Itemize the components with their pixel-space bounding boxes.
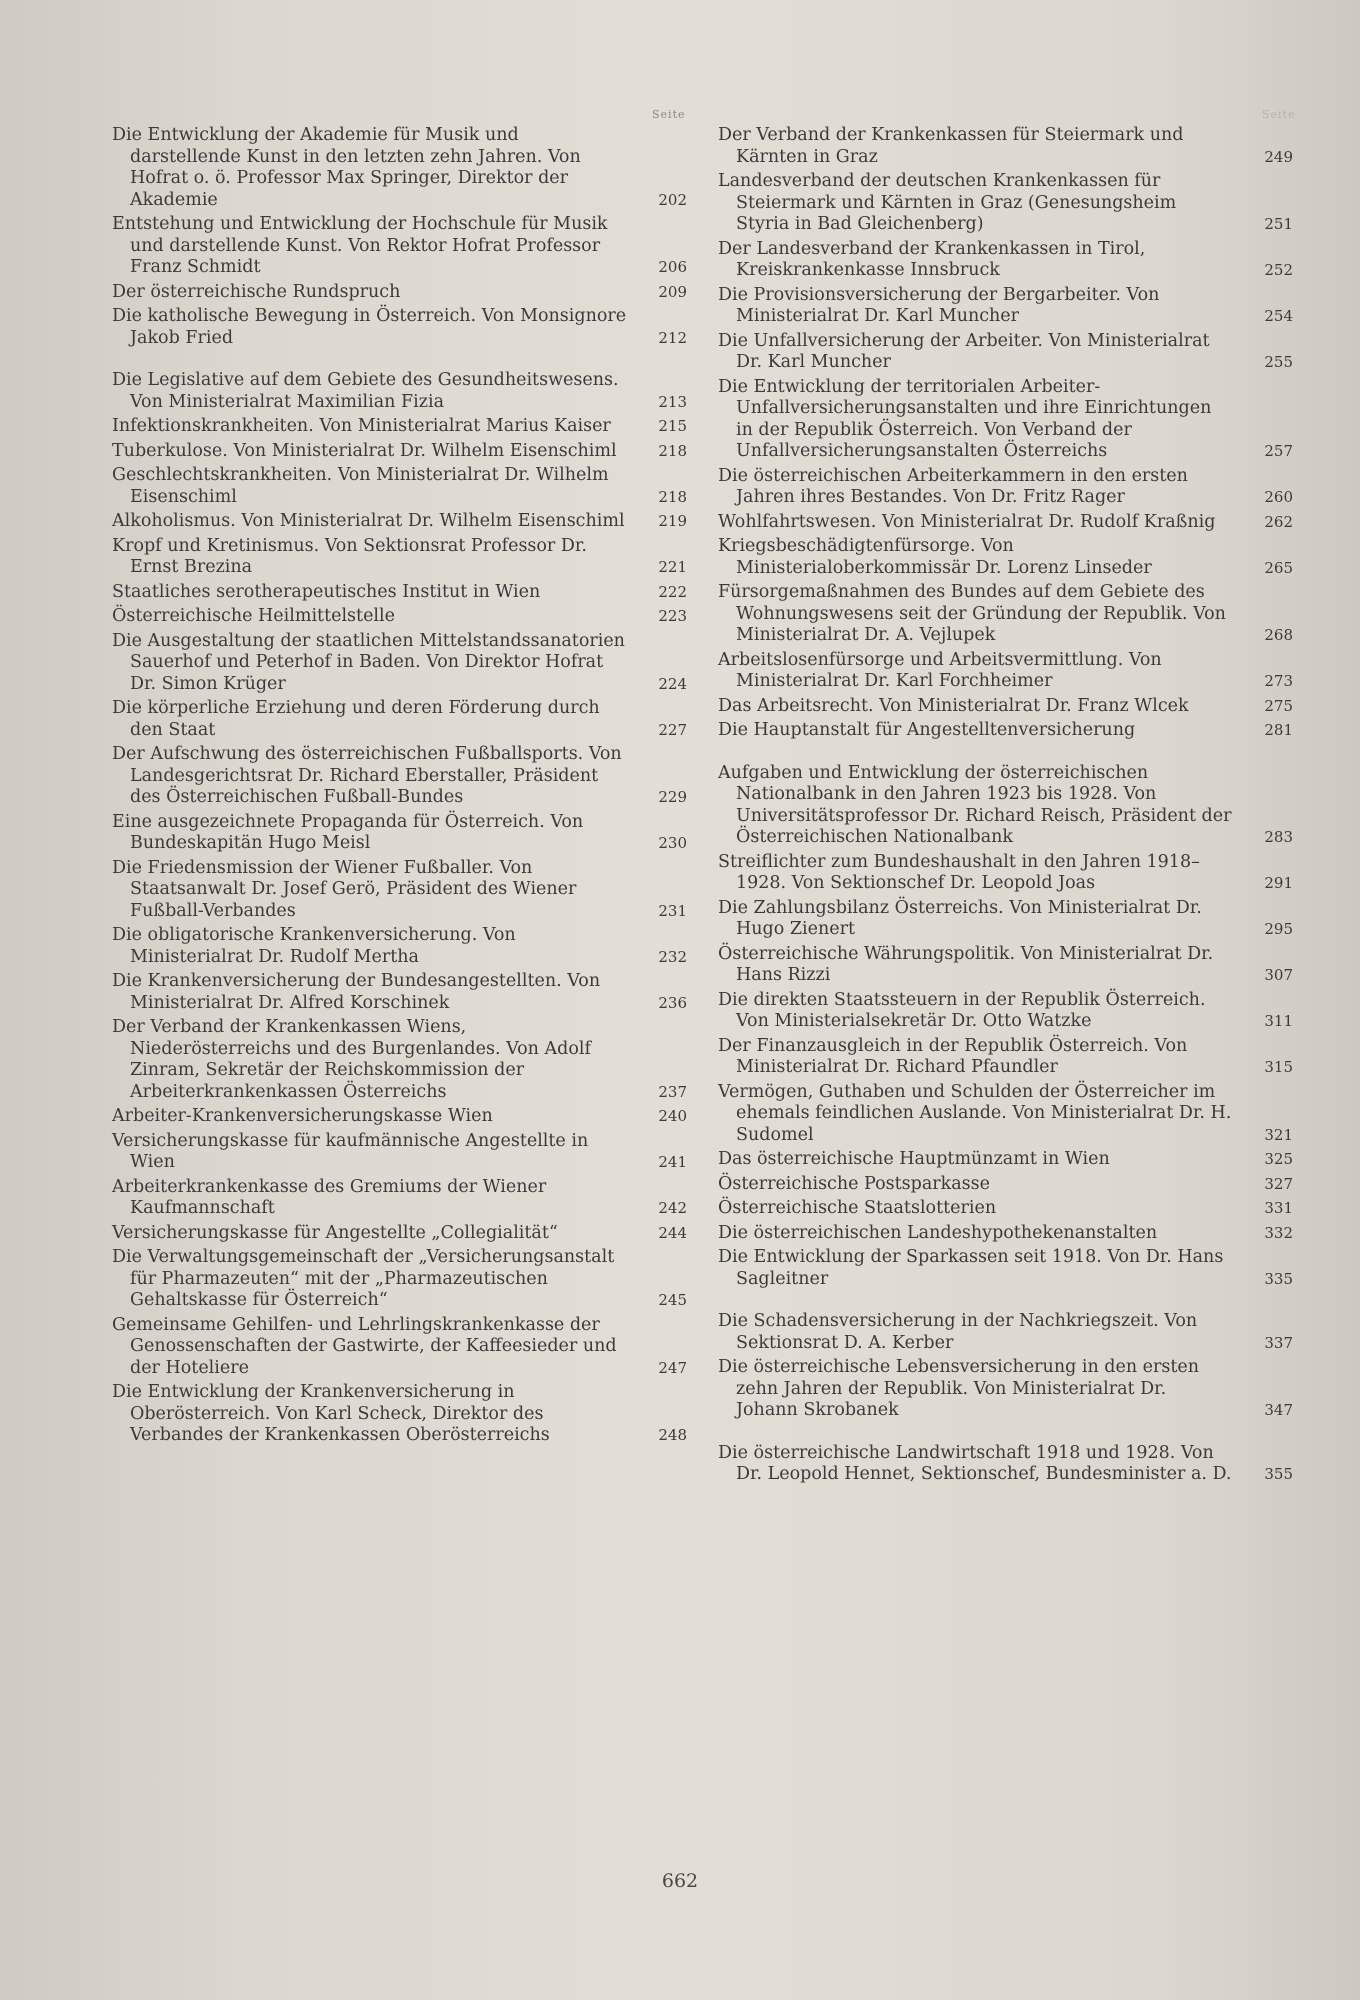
toc-entry-title: Österreichische Staatslotterien [718, 1198, 997, 1218]
toc-entry-page: 315 [1264, 1058, 1293, 1076]
toc-entry [718, 990, 1293, 1033]
toc-entry-title: Versicherungskasse für kaufmännische Angestellte in Wien [112, 1130, 589, 1172]
toc-entry-title: Infektionskrankheiten. Von Ministerialrat Marius Kaiser [112, 416, 611, 436]
toc-entry-title: Vermögen, Guthaben und Schulden der Österreicher im ehemals feindlichen Auslande. Von Ministerialrat Dr. H. Sudomel [718, 1081, 1232, 1145]
toc-entry-page: 251 [1264, 215, 1293, 233]
toc-entry [718, 650, 1293, 693]
toc-entry-page: 242 [658, 1199, 687, 1217]
toc-entry [718, 1149, 1293, 1171]
toc-entry-page: 232 [658, 947, 687, 966]
toc-entry-title: Versicherungskasse für Angestellte „Collegialität“ [112, 1222, 558, 1243]
toc-entry-title: Tuberkulose. Von Ministerialrat Dr. Wilhelm Eisenschiml [112, 440, 617, 461]
toc-entry-page: 230 [658, 834, 687, 852]
toc-entry-title: Die Friedensmission der Wiener Fußballer. Von Staatsanwalt Dr. Josef Gerö, Präsident des Wiener Fußball-Verbandes [112, 857, 577, 921]
toc-entry [112, 1106, 687, 1128]
toc-entry-title: Die Legislative auf dem Gebiete des Gesundheitswesens. Von Ministerialrat Maximilian Fizia [112, 370, 619, 412]
toc-entry-page: 219 [658, 512, 687, 530]
toc-entry [112, 1177, 687, 1220]
toc-entry-page: 275 [1264, 696, 1293, 715]
toc-entry-page: 206 [658, 258, 687, 276]
toc-entry-title: Die Verwaltungsgemeinschaft der „Versicherungsanstalt für Pharmazeuten“ mit der „Pharmazeutischen Gehaltskasse für Österreich“ [112, 1247, 615, 1310]
toc-entry-title: Arbeitslosenfürsorge und Arbeitsvermittlung. Von Ministerialrat Dr. Karl Forchheimer [718, 649, 1162, 691]
toc-entry [718, 1082, 1293, 1147]
toc-entry-page: 221 [658, 558, 687, 576]
toc-entry [112, 582, 687, 604]
toc-entry-title: Das österreichische Hauptmünzamt in Wien [718, 1149, 1110, 1169]
toc-entry [112, 606, 687, 628]
toc-entry-title: Der Verband der Krankenkassen Wiens, Niederösterreichs und des Burgenlandes. Von Adolf Zinram, Sekretär der Reichskommission der Arbeiterkrankenkassen Österreichs [112, 1017, 591, 1102]
toc-entry-title: Der Verband der Krankenkassen für Steiermark und Kärnten in Graz [718, 125, 1184, 167]
toc-entry [718, 1247, 1293, 1290]
toc-entry-title: Die Hauptanstalt für Angestelltenversicherung [718, 720, 1136, 740]
toc-entry-title: Aufgaben und Entwicklung der österreichischen Nationalbank in den Jahren 1923 bis 1928. Von Universitätsprofessor Dr. Richard Reisch, Präsident der Österreichischen Nationalbank [718, 762, 1232, 847]
toc-entry-page: 209 [658, 282, 687, 301]
toc-entry-title: Arbeiter-Krankenversicherungskasse Wien [112, 1106, 493, 1126]
toc-entry [718, 1198, 1293, 1220]
toc-entry-title: Der Aufschwung des österreichischen Fußballsports. Von Landesgerichtsrat Dr. Richard Eberstaller, Präsident des Österreichischen Fußball-Bundes [112, 744, 622, 807]
toc-entry [112, 306, 687, 349]
toc-entry-page: 307 [1264, 966, 1293, 984]
toc-entry [112, 125, 687, 211]
toc-entry-page: 295 [1264, 920, 1293, 938]
toc-entry-title: Die österreichische Landwirtschaft 1918 und 1928. Von Dr. Leopold Hennet, Sektionschef, Bundesminister a. D. [718, 1442, 1232, 1484]
toc-entry-page: 254 [1264, 307, 1293, 325]
toc-entry-page: 337 [1264, 1333, 1293, 1352]
toc-entry-title: Alkoholismus. Von Ministerialrat Dr. Wilhelm Eisenschiml [112, 511, 625, 531]
toc-entry-title: Landesverband der deutschen Krankenkassen für Steiermark und Kärnten in Graz (Genesungsheim Styria in Bad Gleichenberg) [718, 171, 1177, 234]
toc-entry-page: 237 [658, 1082, 687, 1101]
toc-entry-page: 327 [1264, 1174, 1293, 1193]
toc-entry [718, 852, 1293, 895]
toc-entry-page: 268 [1264, 626, 1293, 644]
toc-entry-title: Streiflichter zum Bundeshaushalt in den Jahren 1918–1928. Von Sektionschef Dr. Leopold Joas [718, 851, 1200, 893]
section-gap [718, 1425, 1293, 1443]
toc-entry [112, 925, 687, 968]
toc-entry-title: Das Arbeitsrecht. Von Ministerialrat Dr. Franz Wlcek [718, 695, 1189, 716]
toc-entry [718, 720, 1293, 742]
toc-entry-title: Kriegsbeschädigtenfürsorge. Von Ministerialoberkommissär Dr. Lorenz Linseder [718, 536, 1152, 578]
toc-entry-title: Der Landesverband der Krankenkassen in Tirol, Kreiskrankenkasse Innsbruck [718, 238, 1146, 280]
toc-entry-page: 260 [1264, 488, 1293, 506]
toc-entry [718, 536, 1293, 579]
toc-entry [718, 125, 1293, 168]
toc-entry-page: 227 [658, 720, 687, 739]
toc-entry-title: Der österreichische Rundspruch [112, 281, 401, 302]
toc-entry-page: 249 [1264, 147, 1293, 166]
toc-entry [718, 1311, 1293, 1354]
toc-entry-page: 265 [1264, 558, 1293, 577]
toc-entry [112, 441, 687, 463]
toc-entry-page: 325 [1264, 1150, 1293, 1168]
toc-entry-title: Arbeiterkrankenkasse des Gremiums der Wiener Kaufmannschaft [112, 1176, 547, 1218]
toc-entry [718, 1174, 1293, 1196]
toc-entry-page: 255 [1264, 353, 1293, 371]
toc-entry-page: 224 [658, 674, 687, 693]
toc-entry-title: Die körperliche Erziehung und deren Förderung durch den Staat [112, 698, 600, 740]
toc-column-left [112, 125, 687, 1450]
toc-entry-page: 283 [1264, 828, 1293, 846]
toc-entry-title: Die österreichischen Landeshypothekenanstalten [718, 1222, 1158, 1243]
toc-entry-title: Die österreichischen Arbeiterkammern in den ersten Jahren ihres Bestandes. Von Dr. Fritz Rager [718, 465, 1188, 507]
toc-entry-title: Die Unfallversicherung der Arbeiter. Von Ministerialrat Dr. Karl Muncher [718, 330, 1210, 372]
toc-entry [112, 1223, 687, 1245]
toc-entry-title: Die Schadensversicherung in der Nachkriegszeit. Von Sektionsrat D. A. Kerber [718, 1311, 1198, 1353]
toc-entry-title: Wohlfahrtswesen. Von Ministerialrat Dr. Rudolf Kraßnig [718, 511, 1216, 532]
toc-entry [718, 898, 1293, 941]
toc-entry [112, 370, 687, 413]
toc-entry [112, 1131, 687, 1174]
toc-entry [718, 763, 1293, 849]
toc-entry-title: Eine ausgezeichnete Propaganda für Österreich. Von Bundeskapitän Hugo Meisl [112, 811, 584, 853]
toc-entry-page: 244 [658, 1223, 687, 1242]
toc-entry-title: Die Entwicklung der Sparkassen seit 1918. Von Dr. Hans Sagleitner [718, 1247, 1224, 1289]
toc-entry-page: 331 [1264, 1199, 1293, 1217]
toc-entry [112, 971, 687, 1014]
toc-entry [112, 536, 687, 579]
toc-entry-title: Die Entwicklung der Akademie für Musik und darstellende Kunst in den letzten zehn Jahren. Von Hofrat o. ö. Professor Max Springer, Direktor der Akademie [112, 125, 581, 210]
toc-entry [112, 1017, 687, 1103]
toc-entry [718, 171, 1293, 236]
toc-entry [112, 511, 687, 533]
toc-entry-title: Die Ausgestaltung der staatlichen Mittelstandssanatorien Sauerhof und Peterhof in Baden. Von Direktor Hofrat Dr. Simon Krüger [112, 630, 625, 694]
toc-entry-page: 311 [1264, 1012, 1293, 1030]
toc-entry-page: 240 [658, 1107, 687, 1125]
toc-entry-title: Gemeinsame Gehilfen- und Lehrlingskrankenkasse der Genossenschaften der Gastwirte, der Kaffeesieder und der Hoteliere [112, 1314, 617, 1378]
toc-entry-page: 218 [658, 441, 687, 460]
toc-entry-page: 213 [658, 392, 687, 411]
toc-entry-title: Kropf und Kretinismus. Von Sektionsrat Professor Dr. Ernst Brezina [112, 535, 587, 577]
toc-entry-page: 347 [1264, 1401, 1293, 1419]
section-gap [718, 1293, 1293, 1311]
toc-entry [718, 1036, 1293, 1079]
toc-entry-title: Die obligatorische Krankenversicherung. Von Ministerialrat Dr. Rudolf Mertha [112, 925, 516, 967]
toc-entry [718, 1443, 1293, 1486]
toc-entry-title: Staatliches serotherapeutisches Institut in Wien [112, 581, 541, 602]
toc-entry-page: 229 [658, 788, 687, 806]
toc-entry-page: 212 [658, 328, 687, 347]
toc-entry-page: 223 [658, 607, 687, 625]
seite-label-right: Seite [1262, 108, 1296, 121]
seite-label-left: Seite [652, 108, 686, 121]
toc-entry [112, 282, 687, 304]
toc-entry-page: 241 [658, 1153, 687, 1171]
toc-entry [112, 812, 687, 855]
toc-entry-page: 231 [658, 901, 687, 920]
toc-entry-title: Österreichische Postsparkasse [718, 1173, 990, 1194]
toc-entry [112, 631, 687, 696]
toc-entry-title: Die Provisionsversicherung der Bergarbeiter. Von Ministerialrat Dr. Karl Muncher [718, 284, 1160, 326]
toc-entry-title: Österreichische Heilmittelstelle [112, 606, 395, 626]
toc-entry [112, 214, 687, 279]
toc-entry-title: Die Krankenversicherung der Bundesangestellten. Von Ministerialrat Dr. Alfred Korschinek [112, 971, 601, 1013]
toc-entry-title: Die Zahlungsbilanz Österreichs. Von Ministerialrat Dr. Hugo Zienert [718, 897, 1202, 939]
toc-entry [718, 331, 1293, 374]
toc-entry-page: 202 [658, 190, 687, 209]
toc-entry-title: Die direkten Staatssteuern in der Republik Österreich. Von Ministerialsekretär Dr. Otto Watzke [718, 989, 1206, 1031]
toc-entry-page: 332 [1264, 1223, 1293, 1242]
toc-entry [112, 1315, 687, 1380]
toc-entry-page: 273 [1264, 672, 1293, 690]
page-number: 662 [661, 1870, 699, 1892]
toc-entry-title: Österreichische Währungspolitik. Von Ministerialrat Dr. Hans Rizzi [718, 943, 1214, 985]
toc-column-right [718, 125, 1293, 1489]
toc-entry [718, 696, 1293, 718]
toc-entry [112, 416, 687, 438]
toc-entry [718, 466, 1293, 509]
toc-entry-page: 248 [658, 1426, 687, 1444]
toc-entry-page: 245 [658, 1291, 687, 1309]
toc-entry [112, 1382, 687, 1447]
toc-entry-title: Geschlechtskrankheiten. Von Ministerialrat Dr. Wilhelm Eisenschiml [112, 465, 609, 507]
toc-entry-page: 252 [1264, 261, 1293, 279]
section-gap [112, 352, 687, 370]
toc-entry-page: 335 [1264, 1269, 1293, 1288]
toc-entry [718, 285, 1293, 328]
toc-entry-title: Der Finanzausgleich in der Republik Österreich. Von Ministerialrat Dr. Richard Pfaundler [718, 1035, 1188, 1077]
toc-entry [718, 377, 1293, 463]
toc-entry [112, 858, 687, 923]
toc-entry-title: Entstehung und Entwicklung der Hochschule für Musik und darstellende Kunst. Von Rektor Hofrat Professor Franz Schmidt [112, 214, 608, 277]
toc-entry [718, 1357, 1293, 1422]
toc-entry-page: 262 [1264, 512, 1293, 531]
toc-entry [112, 465, 687, 508]
toc-entry [112, 744, 687, 809]
toc-entry-page: 291 [1264, 874, 1293, 892]
toc-entry-page: 281 [1264, 721, 1293, 739]
toc-entry-title: Die Entwicklung der Krankenversicherung in Oberösterreich. Von Karl Scheck, Direktor des Verbandes der Krankenkassen Oberösterreichs [112, 1382, 550, 1445]
toc-entry-page: 355 [1264, 1465, 1293, 1483]
toc-entry [718, 944, 1293, 987]
toc-entry [718, 582, 1293, 647]
section-gap [718, 745, 1293, 763]
toc-entry [718, 239, 1293, 282]
toc-entry-title: Die katholische Bewegung in Österreich. Von Monsignore Jakob Fried [112, 306, 627, 348]
toc-entry-page: 222 [658, 582, 687, 601]
toc-entry-page: 218 [658, 487, 687, 506]
toc-entry-page: 247 [658, 1358, 687, 1377]
toc-entry [718, 512, 1293, 534]
toc-entry [112, 698, 687, 741]
toc-entry [112, 1247, 687, 1312]
toc-entry-title: Fürsorgemaßnahmen des Bundes auf dem Gebiete des Wohnungswesens seit der Gründung der Republik. Von Ministerialrat Dr. A. Vejlupek [718, 582, 1226, 645]
toc-entry [718, 1223, 1293, 1245]
toc-entry-page: 236 [658, 993, 687, 1012]
toc-entry-title: Die österreichische Lebensversicherung in den ersten zehn Jahren der Republik. Von Ministerialrat Dr. Johann Skrobanek [718, 1357, 1200, 1420]
toc-entry-page: 321 [1264, 1125, 1293, 1144]
toc-entry-page: 257 [1264, 442, 1293, 460]
toc-entry-page: 215 [658, 417, 687, 435]
toc-entry-title: Die Entwicklung der territorialen Arbeiter-Unfallversicherungsanstalten und ihre Einrichtungen in der Republik Österreich. Von Verband der Unfallversicherungsanstalten Österreichs [718, 376, 1212, 461]
